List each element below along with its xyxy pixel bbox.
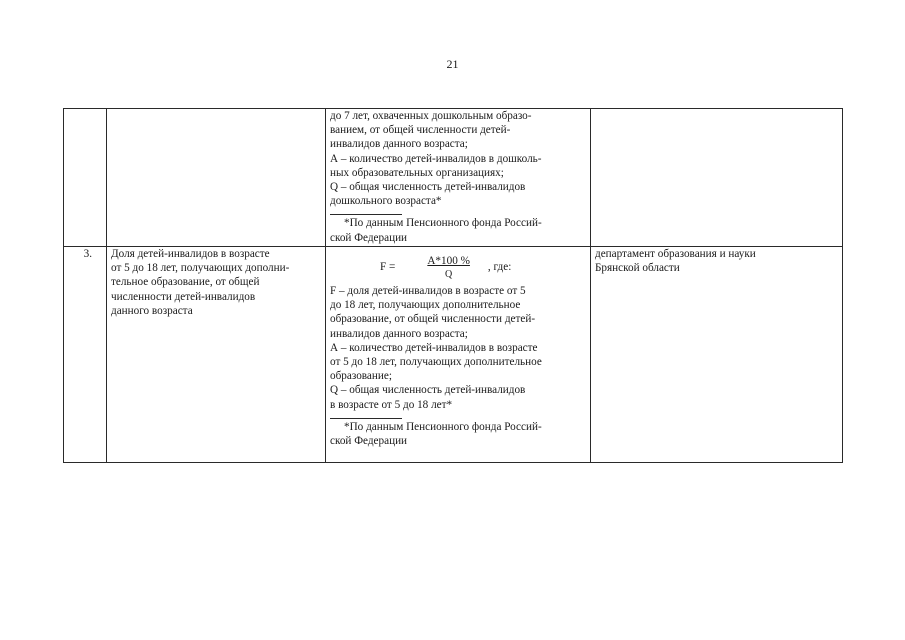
- indicator-table: [63, 108, 843, 463]
- definition-line: дошкольного возраста*: [330, 195, 442, 208]
- indicator-cell: [107, 109, 326, 247]
- definition-line: инвалидов данного возраста;: [330, 138, 468, 151]
- indicator-line: данного возраста: [111, 304, 193, 317]
- responsible-line: Брянской области: [595, 262, 680, 275]
- formula-lhs: F =: [380, 260, 396, 273]
- definition-line: А – количество детей-инвалидов в возрасте: [330, 341, 538, 354]
- definition-line: образование;: [330, 370, 392, 383]
- definition-line: в возрасте от 5 до 18 лет*: [330, 398, 453, 411]
- page-number: 21: [446, 57, 459, 71]
- number-cell: 3.: [64, 247, 107, 463]
- indicator-cell: [107, 247, 326, 463]
- footnote-line: ской Федерации: [330, 231, 408, 244]
- formula-fraction: [421, 254, 476, 279]
- definition-line: от 5 до 18 лет, получающих дополнительное: [330, 356, 542, 369]
- footnote-rule: [330, 214, 402, 215]
- footnote-line: *По данным Пенсионного фонда Россий-: [344, 217, 542, 230]
- footnote-line: *По данным Пенсионного фонда Россий-: [344, 420, 542, 433]
- footnote-line: ской Федерации: [330, 435, 408, 448]
- number-cell: [64, 109, 107, 247]
- formula: [380, 253, 586, 281]
- definition-line: ванием, от общей численности детей-: [330, 124, 511, 137]
- indicator-line: Доля детей-инвалидов в возрасте: [111, 248, 270, 260]
- indicator-line: численности детей-инвалидов: [111, 290, 256, 303]
- indicator-line: от 5 до 18 лет, получающих дополни-: [111, 262, 290, 275]
- definition-line: F – доля детей-инвалидов в возрасте от 5: [330, 285, 526, 297]
- definition-line: Q – общая численность детей-инвалидов: [330, 181, 526, 194]
- formula-denominator: Q: [445, 268, 453, 280]
- definition-line: ных образовательных организациях;: [330, 166, 504, 179]
- definition-line: образование, от общей численности детей-: [330, 313, 536, 326]
- definition-line: инвалидов данного возраста;: [330, 327, 468, 340]
- definition-line: А – количество детей-инвалидов в дошколь-: [330, 152, 542, 165]
- method-cell: [326, 109, 591, 247]
- indicator-line: тельное образование, от общей: [111, 276, 260, 289]
- formula-suffix: , где:: [487, 260, 512, 273]
- definition-line: до 18 лет, получающих дополнительное: [330, 299, 521, 312]
- definition-line: до 7 лет, охваченных дошкольным образо-: [330, 110, 532, 122]
- table-row: [64, 247, 843, 463]
- footnote-rule: [330, 418, 402, 419]
- table-row: [64, 109, 843, 247]
- method-cell: [326, 247, 591, 463]
- definition-line: Q – общая численность детей-инвалидов: [330, 384, 526, 397]
- responsible-line: департамент образования и науки: [595, 248, 756, 260]
- formula-numerator: А*100 %: [427, 255, 470, 268]
- responsible-cell: [591, 247, 843, 463]
- responsible-cell: [591, 109, 843, 247]
